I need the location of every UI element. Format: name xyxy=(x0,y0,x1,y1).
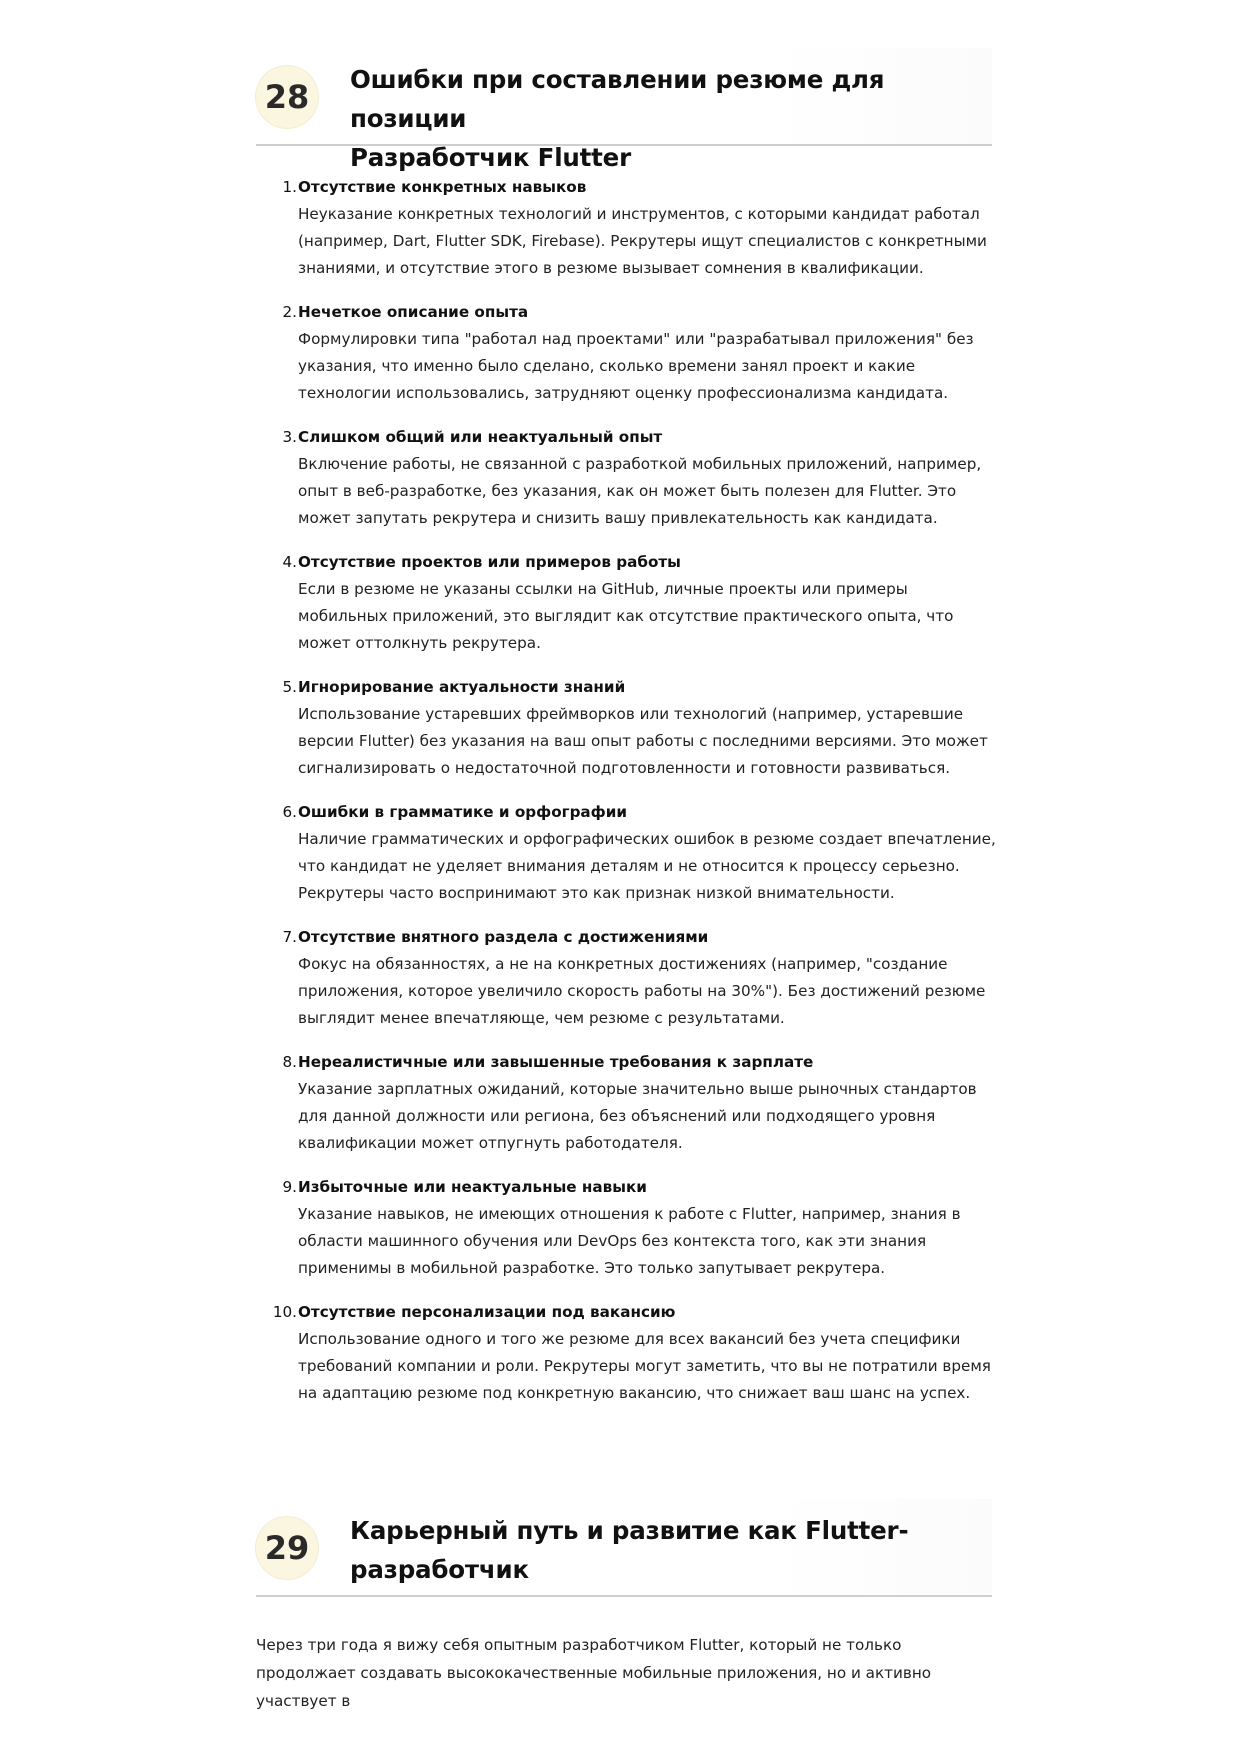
item-number: 2. xyxy=(282,303,297,321)
item-number: 1. xyxy=(282,178,297,196)
list-item xyxy=(256,299,996,407)
item-text: Использование одного и того же резюме для всех вакансий без учета специфики требований компании и роли. Рекрутеры могут заметить, что вы не потратили время на адаптацию резюме под конкретную вакансию, что снижает ваш шанс на успех. xyxy=(298,1330,991,1402)
item-text: Наличие грамматических и орфографических ошибок в резюме создает впечатление, что кандидат не уделяет внимания деталям и не относится к процессу серьезно. Рекрутеры часто воспринимают это как признак низкой внимательности. xyxy=(298,830,996,902)
item-number: 5. xyxy=(282,678,297,696)
item-title: Избыточные или неактуальные навыки xyxy=(298,1178,647,1196)
item-text: Фокус на обязанностях, а не на конкретных достижениях (например, "создание приложения, которое увеличило скорость работы на 30%"). Без достижений резюме выглядит менее впечатляюще, чем резюме с результатами. xyxy=(298,955,986,1027)
list-item xyxy=(256,924,996,1032)
list-item xyxy=(256,674,996,782)
list-item xyxy=(256,1174,996,1282)
item-title: Нечеткое описание опыта xyxy=(298,303,529,321)
item-text: Неуказание конкретных технологий и инструментов, с которыми кандидат работал (например, Dart, Flutter SDK, Firebase). Рекрутеры ищут специалистов с конкретными знаниями, и отсутствие этого в резюме вызывает сомнения в квалификации. xyxy=(298,205,987,277)
item-text: Использование устаревших фреймворков или технологий (например, устаревшие версии Flutter) без указания на ваш опыт работы с последними версиями. Это может сигнализировать о недостаточной подготовленности и готовности развиваться. xyxy=(298,705,988,777)
item-number: 3. xyxy=(282,428,297,446)
section-number-badge: 29 xyxy=(256,1517,318,1579)
item-title: Игнорирование актуальности знаний xyxy=(298,678,626,696)
item-text: Формулировки типа "работал над проектами" или "разрабатывал приложения" без указания, что именно было сделано, сколько времени занял проект и какие технологии использовались, затрудняют оценку профессионализма кандидата. xyxy=(298,330,974,402)
item-title: Отсутствие персонализации под вакансию xyxy=(298,1303,676,1321)
item-number: 6. xyxy=(282,803,297,821)
item-text: Если в резюме не указаны ссылки на GitHub, личные проекты или примеры мобильных приложений, это выглядит как отсутствие практического опыта, что может оттолкнуть рекрутера. xyxy=(298,580,954,652)
section-title-line-2: Разработчик Flutter xyxy=(350,143,631,172)
item-number: 8. xyxy=(282,1053,297,1071)
item-title: Слишком общий или неактуальный опыт xyxy=(298,428,663,446)
section-title xyxy=(350,1511,908,1589)
item-number: 9. xyxy=(282,1178,297,1196)
list-item xyxy=(256,424,996,532)
list-item xyxy=(256,549,996,657)
list-item xyxy=(256,799,996,907)
item-title: Ошибки в грамматике и орфографии xyxy=(298,803,628,821)
list-item xyxy=(256,1049,996,1157)
section-title-line-1: Карьерный путь и развитие как Flutter- xyxy=(350,1516,909,1545)
section-28-header xyxy=(256,48,992,172)
section-title xyxy=(350,60,992,177)
item-title: Отсутствие конкретных навыков xyxy=(298,178,587,196)
section-number-badge: 28 xyxy=(256,66,318,128)
item-title: Нереалистичные или завышенные требования к зарплате xyxy=(298,1053,814,1071)
list-item xyxy=(256,1299,996,1407)
item-title: Отсутствие внятного раздела с достижениями xyxy=(298,928,709,946)
item-text: Включение работы, не связанной с разработкой мобильных приложений, например, опыт в веб-разработке, без указания, как он может быть полезен для Flutter. Это может запутать рекрутера и снизить вашу привлекательность как кандидата. xyxy=(298,455,982,527)
item-number: 10. xyxy=(272,1303,297,1321)
item-number: 4. xyxy=(282,553,297,571)
section-29-intro: Через три года я вижу себя опытным разработчиком Flutter, который не только продолжает создавать высококачественные мобильные приложения, но и активно участвует в xyxy=(256,1636,932,1710)
list-item xyxy=(256,174,996,282)
section-29-header xyxy=(256,1499,992,1597)
item-text: Указание навыков, не имеющих отношения к работе с Flutter, например, знания в области машинного обучения или DevOps без контекста того, как эти знания применимы в мобильной разработке. Это только запутывает рекрутера. xyxy=(298,1205,961,1277)
section-title-line-2: разработчик xyxy=(350,1555,529,1584)
item-title: Отсутствие проектов или примеров работы xyxy=(298,553,681,571)
item-text: Указание зарплатных ожиданий, которые значительно выше рыночных стандартов для данной должности или региона, без объяснений или подходящего уровня квалификации может отпугнуть работодателя. xyxy=(298,1080,977,1152)
section-title-line-1: Ошибки при составлении резюме для позиции xyxy=(350,65,885,133)
mistakes-list xyxy=(256,174,996,1424)
item-number: 7. xyxy=(282,928,297,946)
